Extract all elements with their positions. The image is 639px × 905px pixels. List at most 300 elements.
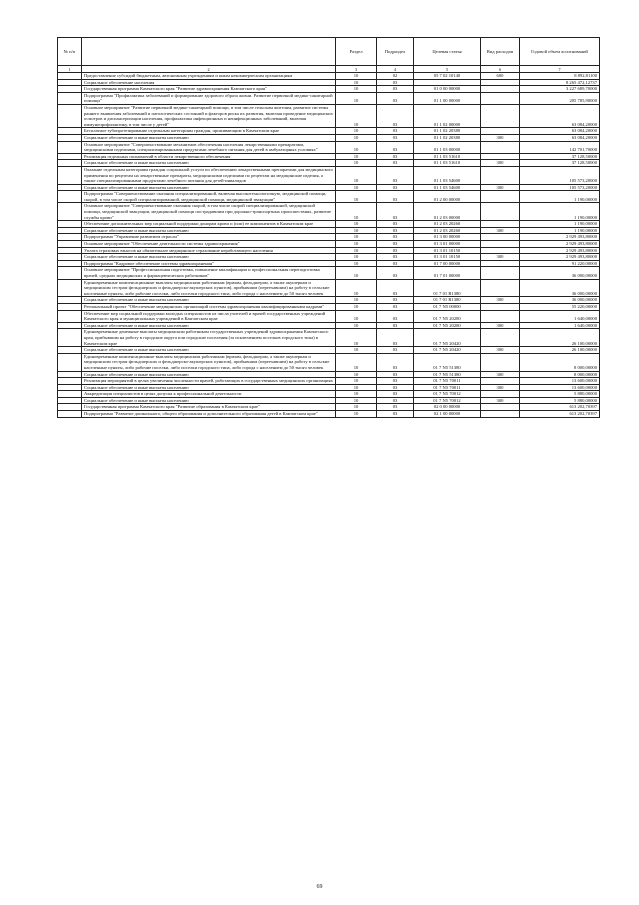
table-row: [58, 371, 600, 378]
cell-name: Социальное обеспечение и иные выплаты населению: [82, 254, 336, 261]
cell-target-article: 05 7 02 10140: [414, 73, 481, 80]
cell-razdel: 10: [336, 267, 377, 279]
cell-name: Социальное обеспечение и иные выплаты населению: [82, 297, 336, 304]
cell-num: [58, 279, 82, 297]
cell-name: Подпрограмма "Кадровое обеспечение системы здравоохранения": [82, 260, 336, 267]
cell-num: [58, 92, 82, 104]
cell-num: [58, 347, 82, 354]
table-row: [58, 92, 600, 104]
cell-podrazdel: 03: [377, 391, 414, 398]
cell-num: [58, 297, 82, 304]
cell-num: [58, 141, 82, 153]
table-row: [58, 221, 600, 228]
cell-target-article: 01 1 03 54600: [414, 166, 481, 184]
cell-name: Уплата страховых взносов на обязательное медицинское страхование неработающего населения: [82, 247, 336, 254]
cell-expense-type: [481, 104, 520, 127]
cell-annual-amount: 8 892,81100: [520, 73, 600, 80]
cell-target-article: 01 7 N5 20420: [414, 347, 481, 354]
cell-podrazdel: 03: [377, 203, 414, 221]
cell-razdel: 10: [336, 404, 377, 411]
cell-target-article: 01 7 00 00000: [414, 260, 481, 267]
table-row: [58, 260, 600, 267]
cell-target-article: 01 3 00 00000: [414, 234, 481, 241]
cell-razdel: 10: [336, 254, 377, 261]
column-index-row: [58, 66, 600, 73]
cell-razdel: 10: [336, 134, 377, 141]
cell-razdel: 10: [336, 73, 377, 80]
cell-num: [58, 86, 82, 93]
cell-podrazdel: 03: [377, 411, 414, 418]
cell-razdel: 10: [336, 166, 377, 184]
cell-razdel: 10: [336, 322, 377, 329]
cell-annual-amount: 2 929 493,80000: [520, 254, 600, 261]
cell-podrazdel: 02: [377, 73, 414, 80]
cell-annual-amount: 26 100,00000: [520, 347, 600, 354]
cell-annual-amount: 105 573,20000: [520, 184, 600, 191]
cell-expense-type: 300: [481, 134, 520, 141]
cell-podrazdel: 03: [377, 234, 414, 241]
cell-razdel: 10: [336, 79, 377, 86]
cell-expense-type: [481, 241, 520, 248]
cell-podrazdel: 03: [377, 184, 414, 191]
cell-num: [58, 234, 82, 241]
cell-num: [58, 153, 82, 160]
page-number: 69: [316, 884, 323, 890]
table-row: [58, 203, 600, 221]
cell-expense-type: [481, 310, 520, 322]
cell-target-article: 01 7 01 R1380: [414, 297, 481, 304]
cell-name: Социальное обеспечение и иные выплаты населению: [82, 184, 336, 191]
cell-razdel: 10: [336, 203, 377, 221]
cell-num: [58, 79, 82, 86]
cell-target-article: 01 2 03 20260: [414, 221, 481, 228]
cell-name: Бесплатное зубопротезирование отдельным категориям граждан, проживающим в Камчатском крае: [82, 128, 336, 135]
cell-target-article: 01 1 00 00000: [414, 92, 481, 104]
cell-name: Основное мероприятие "Развитие первичной медико-санитарной помощи, в том числе сельским жителям, развитие системы раннего выявления заболеваний и патологических состояний и факторов риска их развития, включая проведение медицинских осмотров и диспансеризации населения, профилактика инфекционных и неинфекционных заболеваний, включая иммунопрофилактику, в том числе у детей": [82, 104, 336, 127]
cell-razdel: 10: [336, 353, 377, 371]
cell-name: Основное мероприятие "Совершенствование механизмов обеспечения населения лекарственными препаратами, медицинскими изделиями, специализированными продуктами лечебного питания для детей в амбулаторных условиях": [82, 141, 336, 153]
table-row: [58, 141, 600, 153]
cell-razdel: 10: [336, 153, 377, 160]
header-row: [58, 38, 600, 66]
cell-name: Подпрограмма "Профилактика заболеваний и формирование здорового образа жизни. Развитие первичной медико-санитарной помощи": [82, 92, 336, 104]
cell-podrazdel: 03: [377, 329, 414, 347]
cell-razdel: 10: [336, 279, 377, 297]
cell-razdel: 10: [336, 397, 377, 404]
cell-razdel: 10: [336, 86, 377, 93]
cell-annual-amount: 2 929 493,80000: [520, 247, 600, 254]
cell-razdel: 10: [336, 141, 377, 153]
cell-podrazdel: 03: [377, 384, 414, 391]
table-row: [58, 329, 600, 347]
cell-num: [58, 221, 82, 228]
cell-annual-amount: 613 202,70397: [520, 404, 600, 411]
cell-target-article: 01 7 N5 20420: [414, 329, 481, 347]
cell-annual-amount: 63 084,20000: [520, 134, 600, 141]
cell-num: [58, 73, 82, 80]
col-index: 4: [377, 66, 414, 73]
cell-target-article: 01 7 N5 70011: [414, 378, 481, 385]
cell-expense-type: 300: [481, 254, 520, 261]
cell-annual-amount: 105 573,20000: [520, 166, 600, 184]
cell-target-article: 01 7 N5 51380: [414, 371, 481, 378]
cell-expense-type: [481, 411, 520, 418]
cell-podrazdel: 03: [377, 297, 414, 304]
cell-podrazdel: 03: [377, 378, 414, 385]
cell-razdel: 10: [336, 160, 377, 167]
cell-name: Государственная программа Камчатского края "Развитие здравоохранения Камчатского края": [82, 86, 336, 93]
cell-annual-amount: 205 785,90000: [520, 92, 600, 104]
cell-razdel: 10: [336, 310, 377, 322]
cell-podrazdel: 03: [377, 153, 414, 160]
header-podrazdel: Подраздел: [377, 38, 414, 66]
cell-expense-type: 600: [481, 73, 520, 80]
col-index: 5: [414, 66, 481, 73]
cell-expense-type: [481, 279, 520, 297]
cell-name: Реализация мероприятий в целях увеличения численности врачей, работающих в государственных медицинских организациях: [82, 378, 336, 385]
table-row: [58, 79, 600, 86]
cell-expense-type: 300: [481, 160, 520, 167]
col-index: 7: [520, 66, 600, 73]
cell-annual-amount: 142 701,70000: [520, 141, 600, 153]
cell-expense-type: [481, 203, 520, 221]
cell-num: [58, 371, 82, 378]
cell-name: Обеспечение мер социальной поддержки молодых специалистов из числа учителей и врачей государственных учреждений Камчатского края и муниципальных учреждений в Камчатском крае: [82, 310, 336, 322]
col-index: 1: [58, 66, 82, 73]
cell-annual-amount: 1 640,00000: [520, 310, 600, 322]
cell-podrazdel: 03: [377, 310, 414, 322]
col-index: 6: [481, 66, 520, 73]
cell-name: Основное мероприятие "Профессиональная подготовка, повышение квалификации и профессиональная переподготовка врачей, средних медицинских и фармацевтических работников": [82, 267, 336, 279]
cell-podrazdel: 03: [377, 347, 414, 354]
cell-razdel: 10: [336, 241, 377, 248]
cell-razdel: 10: [336, 378, 377, 385]
cell-razdel: 10: [336, 234, 377, 241]
table-body: [58, 73, 600, 418]
cell-expense-type: 300: [481, 384, 520, 391]
cell-name: Государственная программа Камчатского края "Развитие образования в Камчатском крае": [82, 404, 336, 411]
cell-target-article: 01 7 N5 20280: [414, 322, 481, 329]
cell-name: Единовременные денежные выплаты медицинским работникам государственных учреждений здравоохранения Камчатского края, прибывшим на работу в городские округа или городские поселения (за исключением поселков городского типа) в Камчатском крае: [82, 329, 336, 347]
cell-target-article: 01 1 03 00000: [414, 141, 481, 153]
cell-num: [58, 241, 82, 248]
cell-name: Подпрограмма "Совершенствование оказания специализированной, включая высокотехнологичную, медицинской помощи, скорой, в том числе скорой специализированной, медицинской помощи, медицинской эвакуации": [82, 191, 336, 203]
cell-expense-type: [481, 378, 520, 385]
table-row: [58, 241, 600, 248]
cell-razdel: 10: [336, 104, 377, 127]
cell-expense-type: [481, 404, 520, 411]
cell-name: Социальное обеспечение и иные выплаты населению: [82, 347, 336, 354]
cell-expense-type: [481, 153, 520, 160]
cell-num: [58, 378, 82, 385]
cell-razdel: 10: [336, 221, 377, 228]
table-row: [58, 134, 600, 141]
cell-num: [58, 247, 82, 254]
cell-target-article: 01 3 01 10150: [414, 247, 481, 254]
cell-razdel: 10: [336, 227, 377, 234]
col-index: 3: [336, 66, 377, 73]
cell-name: Социальное обеспечение и иные выплаты населению: [82, 227, 336, 234]
cell-annual-amount: 37 128,50000: [520, 153, 600, 160]
cell-target-article: 01 1 02 00000: [414, 104, 481, 127]
table-row: [58, 411, 600, 418]
table-row: [58, 378, 600, 385]
cell-annual-amount: 36 000,00000: [520, 279, 600, 297]
cell-podrazdel: 03: [377, 371, 414, 378]
table-row: [58, 303, 600, 310]
cell-annual-amount: 2 929 493,80000: [520, 234, 600, 241]
cell-name: Социальное обеспечение и иные выплаты населению: [82, 384, 336, 391]
cell-target-article: 01 2 03 00000: [414, 203, 481, 221]
table-row: [58, 347, 600, 354]
table-row: [58, 234, 600, 241]
cell-expense-type: 300: [481, 397, 520, 404]
cell-podrazdel: 03: [377, 303, 414, 310]
cell-podrazdel: 03: [377, 247, 414, 254]
cell-podrazdel: 03: [377, 241, 414, 248]
cell-expense-type: [481, 234, 520, 241]
cell-podrazdel: 03: [377, 191, 414, 203]
table-row: [58, 160, 600, 167]
cell-podrazdel: 03: [377, 166, 414, 184]
cell-num: [58, 184, 82, 191]
cell-razdel: 10: [336, 191, 377, 203]
cell-target-article: 01 1 02 20380: [414, 134, 481, 141]
cell-annual-amount: 1 190,00000: [520, 227, 600, 234]
cell-razdel: 10: [336, 391, 377, 398]
cell-podrazdel: 03: [377, 104, 414, 127]
cell-expense-type: [481, 353, 520, 371]
cell-target-article: 01 7 01 00000: [414, 267, 481, 279]
cell-razdel: 10: [336, 347, 377, 354]
cell-annual-amount: 36 000,00000: [520, 297, 600, 304]
cell-target-article: 01 7 N5 70012: [414, 397, 481, 404]
cell-target-article: 01 0 00 00000: [414, 86, 481, 93]
cell-target-article: 01 2 00 00000: [414, 191, 481, 203]
cell-podrazdel: 03: [377, 141, 414, 153]
cell-num: [58, 329, 82, 347]
cell-podrazdel: 03: [377, 322, 414, 329]
cell-name: Социальное обеспечение и иные выплаты населению: [82, 371, 336, 378]
cell-expense-type: [481, 329, 520, 347]
cell-razdel: 10: [336, 297, 377, 304]
cell-num: [58, 397, 82, 404]
cell-annual-amount: 55 220,00000: [520, 303, 600, 310]
header-expense-type: Вид расходов: [481, 38, 520, 66]
cell-target-article: 01 1 03 51610: [414, 160, 481, 167]
cell-annual-amount: 3 227 689,70000: [520, 86, 600, 93]
cell-expense-type: 300: [481, 322, 520, 329]
cell-num: [58, 384, 82, 391]
cell-annual-amount: 613 202,70397: [520, 411, 600, 418]
cell-target-article: 01 7 01 R1380: [414, 279, 481, 297]
cell-podrazdel: 03: [377, 227, 414, 234]
cell-num: [58, 353, 82, 371]
cell-podrazdel: 03: [377, 79, 414, 86]
cell-name: Региональный проект "Обеспечение медицинских организаций системы здравоохранения квалифицированными кадрами": [82, 303, 336, 310]
cell-razdel: 10: [336, 371, 377, 378]
cell-num: [58, 227, 82, 234]
table-row: [58, 279, 600, 297]
cell-num: [58, 160, 82, 167]
cell-num: [58, 322, 82, 329]
table-row: [58, 166, 600, 184]
cell-expense-type: [481, 221, 520, 228]
header-target-article: Целевая статья: [414, 38, 481, 66]
cell-razdel: 10: [336, 247, 377, 254]
table-row: [58, 297, 600, 304]
table-row: [58, 73, 600, 80]
cell-annual-amount: 8 265 472,12737: [520, 79, 600, 86]
cell-annual-amount: 1 190,00000: [520, 191, 600, 203]
cell-expense-type: [481, 391, 520, 398]
cell-expense-type: [481, 79, 520, 86]
table-row: [58, 247, 600, 254]
cell-target-article: 01 1 03 51610: [414, 153, 481, 160]
cell-num: [58, 128, 82, 135]
cell-annual-amount: 8 000,00000: [520, 371, 600, 378]
cell-annual-amount: 13 600,00000: [520, 384, 600, 391]
cell-name: Социальное обеспечение населения: [82, 79, 336, 86]
cell-expense-type: [481, 303, 520, 310]
cell-annual-amount: 37 128,50000: [520, 160, 600, 167]
cell-podrazdel: 03: [377, 134, 414, 141]
table-row: [58, 184, 600, 191]
table-row: [58, 384, 600, 391]
cell-name: Основное мероприятие "Обеспечение деятельности системы здравоохранения": [82, 241, 336, 248]
cell-name: Единовременные компенсационные выплаты медицинским работникам (врачам, фельдшерам, а также акушеркам и медицинским сестрам фельдшерских и фельдшерско-акушерских пунктов), прибывшим (переехавшим) на работу в сельские населенные пункты, либо рабочие поселки, либо поселки городского типа, либо города с населением до 50 тысяч человек: [82, 353, 336, 371]
cell-target-article: 01 1 02 20380: [414, 128, 481, 135]
cell-num: [58, 267, 82, 279]
cell-target-article: 01 2 03 20260: [414, 227, 481, 234]
cell-name: Основное мероприятие "Совершенствование оказания скорой, в том числе скорой специализированной, медицинской помощи, медицинской эвакуации, медицинской помощи пострадавшим при дорожно-транспортных происшествиях, развитие службы крови": [82, 203, 336, 221]
cell-razdel: 10: [336, 260, 377, 267]
table-row: [58, 227, 600, 234]
cell-podrazdel: 03: [377, 160, 414, 167]
cell-num: [58, 260, 82, 267]
cell-expense-type: [481, 267, 520, 279]
cell-podrazdel: 03: [377, 404, 414, 411]
cell-target-article: 01 7 N5 70011: [414, 384, 481, 391]
header-num: № п/п: [58, 38, 82, 66]
cell-expense-type: 300: [481, 297, 520, 304]
col-index: 2: [82, 66, 336, 73]
header-name: [82, 38, 336, 66]
cell-name: Предоставление субсидий бюджетным, автономным учреждениям и иным некоммерческим организациям: [82, 73, 336, 80]
cell-num: [58, 104, 82, 127]
cell-target-article: 01 3 01 00000: [414, 241, 481, 248]
cell-expense-type: [481, 141, 520, 153]
cell-podrazdel: 03: [377, 221, 414, 228]
cell-target-article: 01 1 03 54600: [414, 184, 481, 191]
header-annual-amount: Годовой объем ассигнований: [520, 38, 600, 66]
cell-annual-amount: 91 220,00000: [520, 260, 600, 267]
cell-expense-type: [481, 191, 520, 203]
cell-razdel: 10: [336, 184, 377, 191]
table-row: [58, 391, 600, 398]
cell-podrazdel: 03: [377, 279, 414, 297]
table-row: [58, 104, 600, 127]
cell-annual-amount: 5 880,00000: [520, 391, 600, 398]
table-row: [58, 191, 600, 203]
table-row: [58, 267, 600, 279]
table-row: [58, 86, 600, 93]
cell-num: [58, 166, 82, 184]
cell-name: Социальное обеспечение и иные выплаты населению: [82, 322, 336, 329]
cell-razdel: 10: [336, 329, 377, 347]
cell-podrazdel: 03: [377, 397, 414, 404]
cell-annual-amount: 36 000,00000: [520, 267, 600, 279]
table-row: [58, 254, 600, 261]
cell-annual-amount: 63 084,20000: [520, 128, 600, 135]
cell-target-article: 01 7 N5 51380: [414, 353, 481, 371]
cell-name: Подпрограмма "Управление развитием отрасли": [82, 234, 336, 241]
cell-target-article: 02 0 00 00000: [414, 404, 481, 411]
cell-podrazdel: 03: [377, 260, 414, 267]
cell-num: [58, 191, 82, 203]
cell-annual-amount: 2 929 493,80000: [520, 241, 600, 248]
cell-num: [58, 391, 82, 398]
cell-expense-type: 300: [481, 184, 520, 191]
cell-razdel: 10: [336, 128, 377, 135]
table-row: [58, 310, 600, 322]
cell-annual-amount: 8 000,00000: [520, 353, 600, 371]
cell-annual-amount: 5 880,00000: [520, 397, 600, 404]
cell-razdel: 10: [336, 411, 377, 418]
cell-num: [58, 134, 82, 141]
cell-expense-type: [481, 86, 520, 93]
cell-expense-type: 300: [481, 227, 520, 234]
cell-num: [58, 303, 82, 310]
cell-num: [58, 203, 82, 221]
cell-name: Социальное обеспечение и иные выплаты населению: [82, 134, 336, 141]
cell-num: [58, 404, 82, 411]
cell-annual-amount: 1 190,00000: [520, 221, 600, 228]
cell-expense-type: 300: [481, 347, 520, 354]
cell-annual-amount: 1 190,00000: [520, 203, 600, 221]
cell-expense-type: [481, 247, 520, 254]
cell-annual-amount: 13 600,00000: [520, 378, 600, 385]
cell-annual-amount: 1 640,00000: [520, 322, 600, 329]
cell-podrazdel: 03: [377, 86, 414, 93]
cell-target-article: 02 1 00 00000: [414, 411, 481, 418]
cell-expense-type: [481, 166, 520, 184]
cell-target-article: [414, 79, 481, 86]
cell-expense-type: [481, 92, 520, 104]
cell-expense-type: 300: [481, 371, 520, 378]
cell-razdel: 10: [336, 303, 377, 310]
cell-expense-type: [481, 128, 520, 135]
cell-num: [58, 254, 82, 261]
cell-name: Единовременные компенсационные выплаты медицинским работникам (врачам, фельдшерам, а также акушеркам и медицинским сестрам фельдшерских и фельдшерско-акушерских пунктов), прибывшим (переехавшим) на работу в сельские населенные пункты, либо рабочие поселки, либо поселки городского типа, либо города с населением до 50 тысяч человек: [82, 279, 336, 297]
budget-table: [57, 37, 600, 418]
cell-name: Аккредитация специалистов в целях допуска к профессиональной деятельности: [82, 391, 336, 398]
cell-name: Обеспечение дополнительных мер социальной поддержки донорам крови и (или) ее компонентов в Камчатском крае: [82, 221, 336, 228]
cell-target-article: 01 3 01 10150: [414, 254, 481, 261]
cell-razdel: 10: [336, 384, 377, 391]
cell-annual-amount: 63 084,20000: [520, 104, 600, 127]
table-row: [58, 153, 600, 160]
header-razdel: Раздел: [336, 38, 377, 66]
cell-name: Социальное обеспечение и иные выплаты населению: [82, 397, 336, 404]
cell-target-article: 01 7 N5 70012: [414, 391, 481, 398]
cell-razdel: 10: [336, 92, 377, 104]
table-row: [58, 397, 600, 404]
table-row: [58, 322, 600, 329]
cell-name: Подпрограмма "Развитие дошкольного, общего образования и дополнительного образования детей в Камчатском крае": [82, 411, 336, 418]
cell-name: Социальное обеспечение и иные выплаты населению: [82, 160, 336, 167]
budget-table-sheet: [57, 37, 599, 418]
